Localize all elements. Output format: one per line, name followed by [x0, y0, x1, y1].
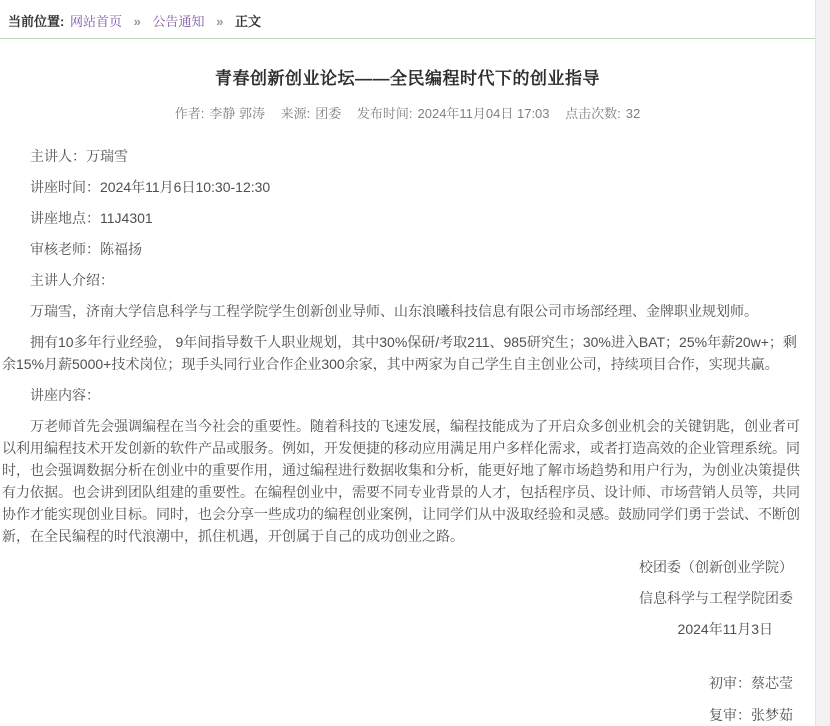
signature-date: 2024年11月3日 — [677, 621, 773, 637]
paragraph-content-body: 万老师首先会强调编程在当今社会的重要性。随着科技的飞速发展，编程技能成为了开启众多创业机会的关键钥匙，创业者可以利用编程技术开发创新的软件产品或服务。例如，开发便捷的移动应用满足用户多样化需求，或者打造高效的企业管理系统。同时，也会强调数据分析在创业中的重要作用，通过编程进行数据收集和分析，能更好地了解市场趋势和用户行为，为创业决策提供有力依据。也会讲到团队组建的重要性。在编程创业中，需要不同专业背景的人才，包括程序员、设计师、市场营销人员等，共同协作才能实现创业目标。同时，也会分享一些成功的编程创业案例，让同学们从中汲取经验和灵感。鼓励同学们勇于尝试、不断创新，在全民编程的时代浪潮中，抓住机遇，开创属于自己的成功创业之路。 — [2, 418, 800, 544]
signature-org-1: 校团委（创新创业学院） — [639, 559, 793, 575]
breadcrumb-separator: » — [133, 14, 141, 29]
breadcrumb-label: 当前位置: — [8, 14, 65, 29]
breadcrumb — [0, 0, 815, 39]
meta-clicks-label: 点击次数: — [565, 106, 621, 121]
review-first: 初审：蔡芯莹 — [709, 675, 793, 691]
article-body — [2, 145, 809, 726]
breadcrumb-link-notices[interactable]: 公告通知 — [152, 14, 205, 29]
review-second: 复审：张梦茹 — [709, 707, 793, 723]
paragraph-reviewer-teacher: 审核老师：陈福扬 — [30, 241, 142, 257]
paragraph-content-heading: 讲座内容： — [30, 387, 100, 403]
paragraph-intro-1: 万瑞雪，济南大学信息科学与工程学院学生创新创业导师、山东浪曦科技信息有限公司市场部经理、金牌职业规划师。 — [30, 303, 758, 319]
meta-source-value: 团委 — [315, 106, 342, 121]
meta-time-label: 发布时间: — [356, 106, 413, 121]
paragraph-time: 讲座时间：2024年11月6日10:30-12:30 — [30, 179, 271, 195]
meta-clicks-value: 32 — [625, 106, 641, 121]
meta-author-value: 李静 郭涛 — [209, 106, 265, 121]
article-meta — [0, 103, 815, 122]
breadcrumb-current: 正文 — [234, 14, 261, 29]
paragraph-intro-2: 拥有10多年行业经验， 9年间指导数千人职业规划，其中30%保研/考取211、985研究生；30%进入BAT；25%年薪20w+；剩余15%月薪5000+技术岗位；现手头同行业合作企业300余家，其中两家为自己学生自主创业公司，持续项目合作，实现共赢。 — [2, 334, 797, 372]
page-title: 青春创新创业论坛——全民编程时代下的创业指导 — [215, 69, 600, 88]
meta-time-value: 2024年11月04日 17:03 — [417, 106, 550, 121]
meta-source-label: 来源: — [280, 106, 311, 121]
breadcrumb-separator: » — [216, 14, 224, 29]
breadcrumb-link-home[interactable]: 网站首页 — [69, 14, 122, 29]
paragraph-speaker: 主讲人：万瑞雪 — [30, 148, 128, 164]
meta-author-label: 作者: — [174, 106, 205, 121]
paragraph-intro-heading: 主讲人介绍： — [30, 272, 114, 288]
signature-org-2: 信息科学与工程学院团委 — [639, 590, 793, 606]
paragraph-location: 讲座地点：11J4301 — [30, 210, 153, 226]
